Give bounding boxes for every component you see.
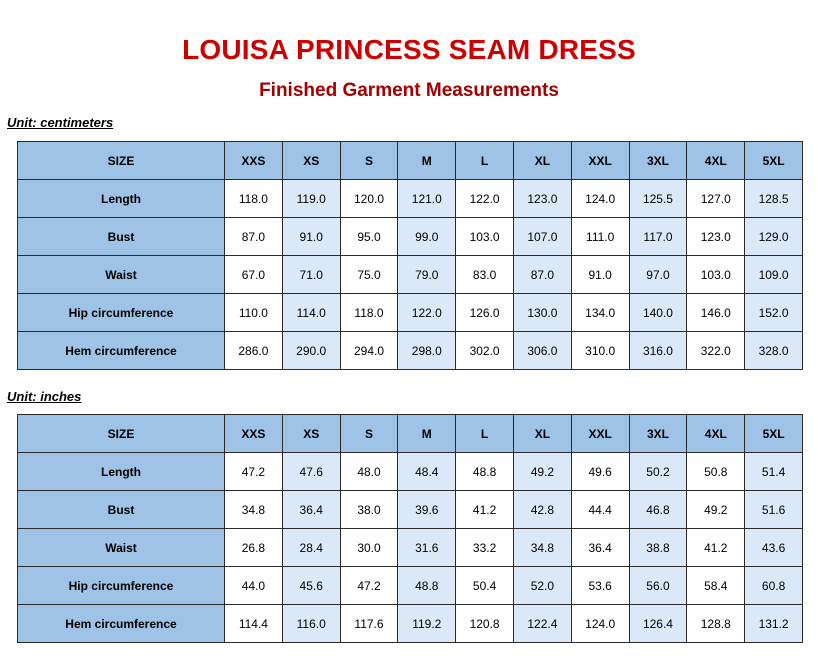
table-cell: 124.0 [571, 605, 629, 643]
table-cell: 118.0 [225, 180, 283, 218]
row-label: Waist [18, 529, 225, 567]
table-cell: 34.8 [225, 491, 283, 529]
table-cell: 45.6 [282, 567, 340, 605]
table-row [18, 529, 803, 567]
table-cell: 49.2 [513, 453, 571, 491]
table-cell: 38.8 [629, 529, 687, 567]
table-cell: 111.0 [571, 218, 629, 256]
table-cell: 120.0 [340, 180, 398, 218]
table-cell: 127.0 [687, 180, 745, 218]
table-cell: 47.6 [282, 453, 340, 491]
table-cell: 51.4 [745, 453, 803, 491]
header-cell: M [398, 415, 456, 453]
table-cell: 47.2 [340, 567, 398, 605]
table-cell: 109.0 [745, 256, 803, 294]
row-label: Waist [18, 256, 225, 294]
table-cell: 83.0 [456, 256, 514, 294]
header-cell: SIZE [18, 142, 225, 180]
table-cell: 44.4 [571, 491, 629, 529]
table-cell: 53.6 [571, 567, 629, 605]
header-cell: 4XL [687, 415, 745, 453]
header-cell: L [456, 415, 514, 453]
table-cell: 123.0 [513, 180, 571, 218]
table-cell: 128.5 [745, 180, 803, 218]
table-cell: 146.0 [687, 294, 745, 332]
header-cell: L [456, 142, 514, 180]
table-cell: 117.0 [629, 218, 687, 256]
table-cell: 126.0 [456, 294, 514, 332]
table-cell: 58.4 [687, 567, 745, 605]
table-cell: 28.4 [282, 529, 340, 567]
table-cell: 290.0 [282, 332, 340, 370]
row-label: Hem circumference [18, 605, 225, 643]
header-cell: S [340, 415, 398, 453]
table-cell: 46.8 [629, 491, 687, 529]
table-row [18, 332, 803, 370]
table-row [18, 567, 803, 605]
table-cell: 294.0 [340, 332, 398, 370]
table-cell: 87.0 [225, 218, 283, 256]
row-label: Hip circumference [18, 567, 225, 605]
header-cell: XS [282, 142, 340, 180]
table-row [18, 256, 803, 294]
table-cell: 99.0 [398, 218, 456, 256]
table-row [18, 180, 803, 218]
header-cell: XXL [571, 142, 629, 180]
table-cell: 122.0 [456, 180, 514, 218]
table-cell: 34.8 [513, 529, 571, 567]
table-cell: 52.0 [513, 567, 571, 605]
table-cell: 41.2 [687, 529, 745, 567]
table-cell: 39.6 [398, 491, 456, 529]
header-cell: XXS [225, 415, 283, 453]
table-cell: 48.8 [398, 567, 456, 605]
table-cell: 328.0 [745, 332, 803, 370]
table-cell: 140.0 [629, 294, 687, 332]
row-label: Hip circumference [18, 294, 225, 332]
table-row [18, 605, 803, 643]
table-cell: 128.8 [687, 605, 745, 643]
table-cell: 49.6 [571, 453, 629, 491]
table-cell: 75.0 [340, 256, 398, 294]
table-row [18, 294, 803, 332]
table-cell: 302.0 [456, 332, 514, 370]
header-cell: 3XL [629, 142, 687, 180]
table-cell: 117.6 [340, 605, 398, 643]
table-cell: 26.8 [225, 529, 283, 567]
table-cell: 124.0 [571, 180, 629, 218]
table-cell: 43.6 [745, 529, 803, 567]
table-cell: 50.4 [456, 567, 514, 605]
header-cell: S [340, 142, 398, 180]
row-label: Bust [18, 491, 225, 529]
page-title: LOUISA PRINCESS SEAM DRESS [182, 34, 636, 65]
table-cell: 152.0 [745, 294, 803, 332]
row-label: Length [18, 453, 225, 491]
table-cell: 134.0 [571, 294, 629, 332]
table-cell: 51.6 [745, 491, 803, 529]
table-cell: 49.2 [687, 491, 745, 529]
table-cell: 121.0 [398, 180, 456, 218]
table-cell: 116.0 [282, 605, 340, 643]
header-cell: SIZE [18, 415, 225, 453]
table-cell: 47.2 [225, 453, 283, 491]
table-cell: 48.0 [340, 453, 398, 491]
table-cell: 42.8 [513, 491, 571, 529]
table-cell: 50.8 [687, 453, 745, 491]
table-cell: 129.0 [745, 218, 803, 256]
table-cell: 110.0 [225, 294, 283, 332]
header-cell: XS [282, 415, 340, 453]
table-cell: 87.0 [513, 256, 571, 294]
table-cell: 310.0 [571, 332, 629, 370]
header-cell: XXL [571, 415, 629, 453]
table-cell: 36.4 [571, 529, 629, 567]
row-label: Hem circumference [18, 332, 225, 370]
table-cell: 286.0 [225, 332, 283, 370]
table-cell: 30.0 [340, 529, 398, 567]
table-cell: 41.2 [456, 491, 514, 529]
table-cell: 114.0 [282, 294, 340, 332]
header-cell: 5XL [745, 142, 803, 180]
table-cell: 131.2 [745, 605, 803, 643]
table-cell: 316.0 [629, 332, 687, 370]
table-cell: 44.0 [225, 567, 283, 605]
table-cell: 50.2 [629, 453, 687, 491]
table-cell: 122.0 [398, 294, 456, 332]
header-cell: XL [513, 142, 571, 180]
table-cell: 95.0 [340, 218, 398, 256]
table-cell: 38.0 [340, 491, 398, 529]
table-cell: 130.0 [513, 294, 571, 332]
table-cell: 306.0 [513, 332, 571, 370]
header-cell: 5XL [745, 415, 803, 453]
table-cell: 60.8 [745, 567, 803, 605]
table-cell: 56.0 [629, 567, 687, 605]
row-label: Length [18, 180, 225, 218]
header-cell: M [398, 142, 456, 180]
table-cell: 103.0 [687, 256, 745, 294]
table-cell: 48.4 [398, 453, 456, 491]
table-cell: 67.0 [225, 256, 283, 294]
table-cell: 298.0 [398, 332, 456, 370]
table-cell: 79.0 [398, 256, 456, 294]
table-cell: 36.4 [282, 491, 340, 529]
table-header-row [18, 415, 803, 453]
size-table-inches [17, 414, 803, 643]
row-label: Bust [18, 218, 225, 256]
header-cell: 3XL [629, 415, 687, 453]
table-cell: 120.8 [456, 605, 514, 643]
table-cell: 33.2 [456, 529, 514, 567]
size-table-centimeters [17, 141, 803, 370]
table-cell: 119.2 [398, 605, 456, 643]
table-cell: 123.0 [687, 218, 745, 256]
header-cell: XL [513, 415, 571, 453]
table-row [18, 453, 803, 491]
table-cell: 118.0 [340, 294, 398, 332]
table-cell: 322.0 [687, 332, 745, 370]
table-cell: 31.6 [398, 529, 456, 567]
table-cell: 114.4 [225, 605, 283, 643]
table-cell: 103.0 [456, 218, 514, 256]
table-cell: 48.8 [456, 453, 514, 491]
table-cell: 122.4 [513, 605, 571, 643]
page-subtitle: Finished Garment Measurements [259, 80, 559, 101]
table-header-row [18, 142, 803, 180]
table-cell: 91.0 [571, 256, 629, 294]
table-cell: 125.5 [629, 180, 687, 218]
table-row [18, 218, 803, 256]
unit-label-inches: Unit: inches [7, 389, 82, 404]
table-cell: 91.0 [282, 218, 340, 256]
table-cell: 107.0 [513, 218, 571, 256]
table-cell: 119.0 [282, 180, 340, 218]
table-cell: 71.0 [282, 256, 340, 294]
table-cell: 97.0 [629, 256, 687, 294]
unit-label-centimeters: Unit: centimeters [7, 115, 114, 130]
header-cell: XXS [225, 142, 283, 180]
header-cell: 4XL [687, 142, 745, 180]
table-row [18, 491, 803, 529]
table-cell: 126.4 [629, 605, 687, 643]
